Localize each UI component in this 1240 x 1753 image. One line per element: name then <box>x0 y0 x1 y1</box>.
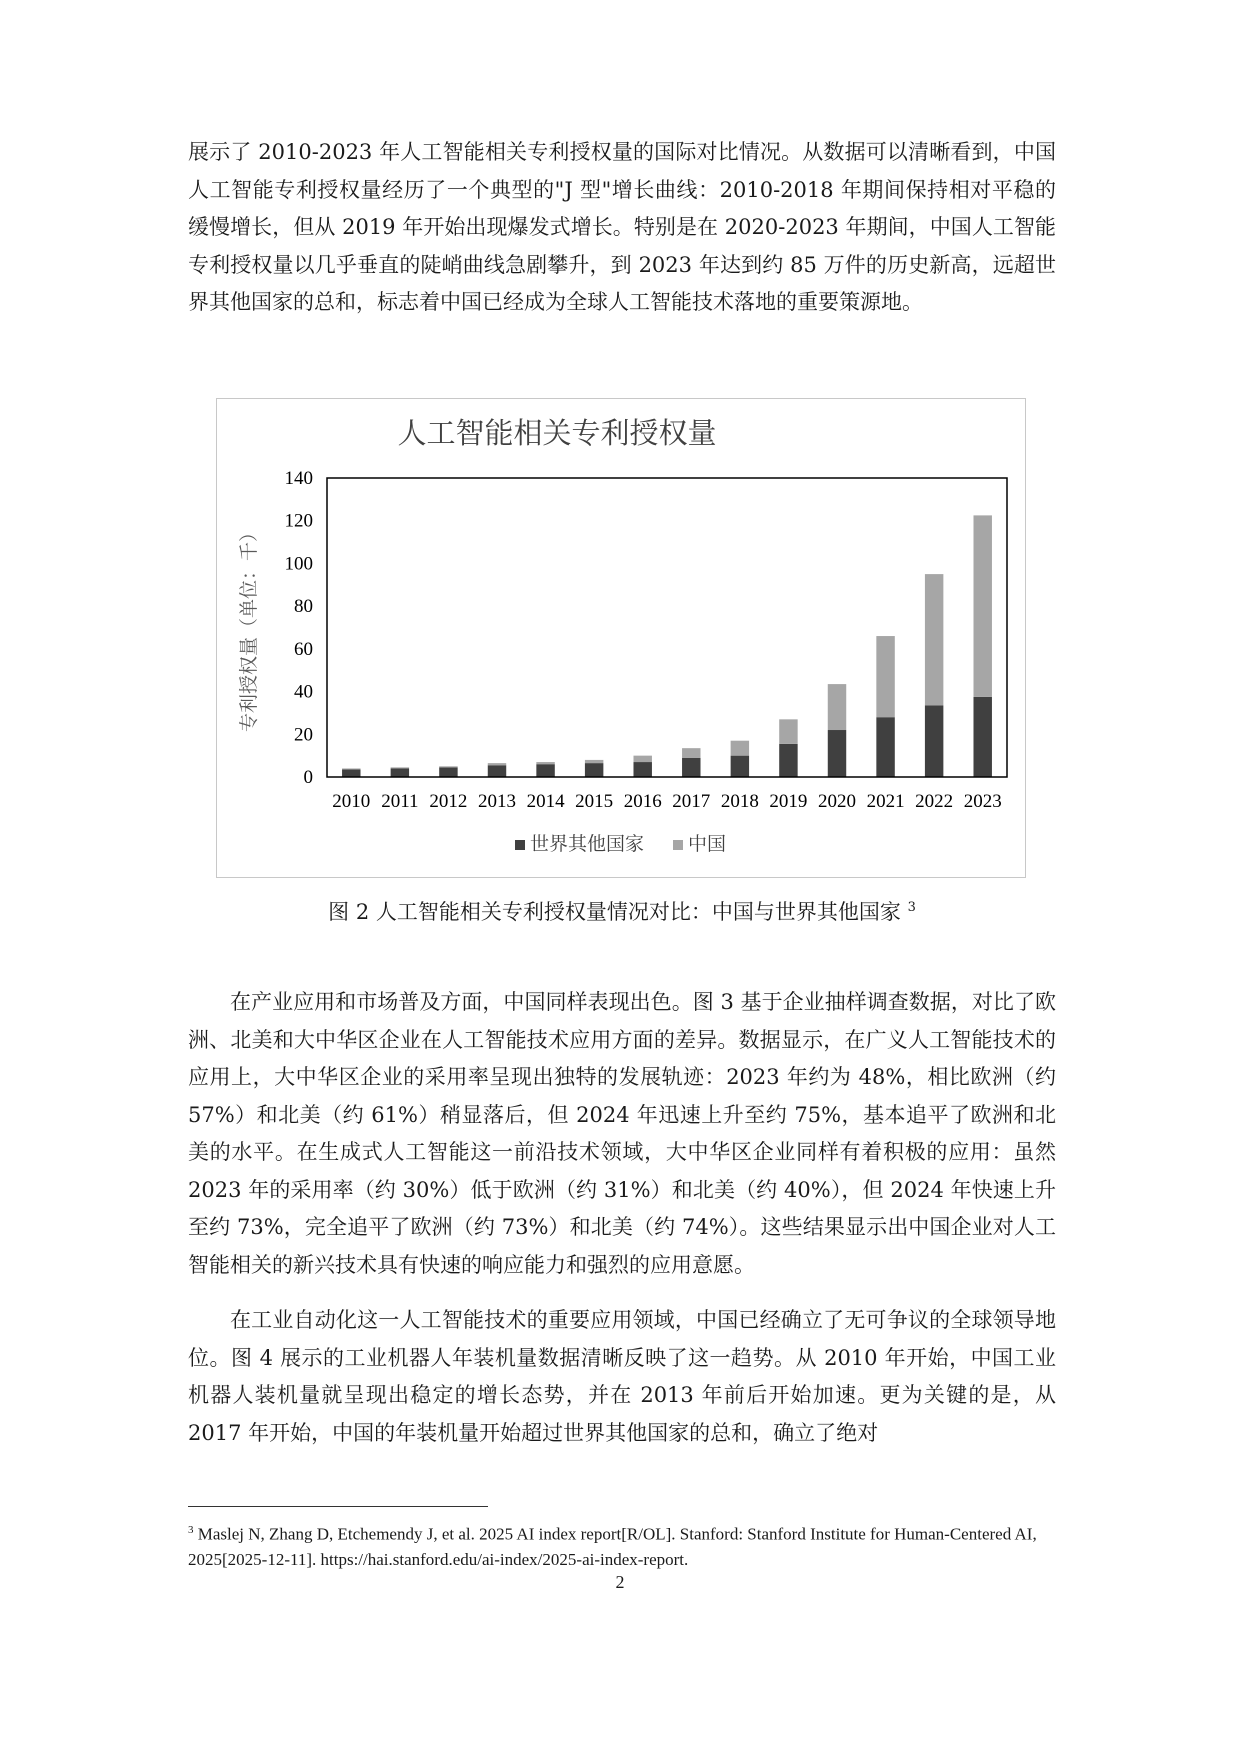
x-tick-label: 2013 <box>478 791 516 812</box>
x-tick-label: 2021 <box>866 791 905 812</box>
bar-china-2016 <box>633 756 651 762</box>
bar-world-2023 <box>973 697 991 777</box>
bar-world-2016 <box>633 762 651 777</box>
x-tick-label: 2014 <box>526 791 565 812</box>
bar-world-2013 <box>488 765 506 777</box>
bar-china-2020 <box>828 684 846 730</box>
bar-china-2022 <box>925 574 943 705</box>
bar-world-2020 <box>828 730 846 777</box>
bar-world-2010 <box>342 770 360 777</box>
footnote-marker: 3 <box>188 1524 194 1536</box>
bar-world-2011 <box>391 768 409 777</box>
bar-china-2023 <box>973 515 991 697</box>
x-tick-label: 2010 <box>332 791 371 812</box>
footnote-text: Maslej N, Zhang D, Etchemendy J, et al. 2025 AI index report[R/OL]. Stanford: Stanford Institute for Human-Centered AI, 2025[2025-12-11]. https://hai.stanford.edu/ai-index/2025-ai-index-report. <box>188 1524 1037 1569</box>
x-tick-label: 2022 <box>915 791 954 812</box>
bar-china-2021 <box>876 636 894 717</box>
legend-swatch-world <box>515 840 525 850</box>
bar-china-2013 <box>488 763 506 765</box>
paragraph-3: 在工业自动化这一人工智能技术的重要应用领域，中国已经确立了无可争议的全球领导地位。图 4 展示的工业机器人年装机量数据清晰反映了这一趋势。从 2010 年开始，中国工业机器人装机量就呈现出稳定的增长态势，并在 2013 年前后开始加速。更为关键的是，从 2017 年开始，中国的年装机量开始超过世界其他国家的总和，确立了绝对 <box>188 1308 1056 1445</box>
bar-world-2012 <box>439 767 457 777</box>
patent-chart-box <box>216 398 1026 878</box>
y-tick-label: 80 <box>294 596 313 618</box>
x-tick-labels <box>332 791 1001 812</box>
bar-china-2017 <box>682 748 700 758</box>
y-axis-label: 专利授权量（单位：千） <box>239 522 260 733</box>
bar-china-2018 <box>731 741 749 756</box>
bars <box>342 515 992 777</box>
y-tick-label: 60 <box>294 638 313 660</box>
legend-swatch-china <box>673 840 683 850</box>
x-tick-label: 2018 <box>720 791 759 812</box>
footnote-rule <box>188 1506 488 1507</box>
legend-label-world: 世界其他国家 <box>530 834 645 855</box>
bar-china-2012 <box>439 766 457 767</box>
y-tick-label: 140 <box>284 468 313 489</box>
bar-china-2014 <box>536 762 554 764</box>
plot-frame <box>327 478 1007 777</box>
footnote <box>188 1518 1058 1572</box>
x-tick-label: 2012 <box>429 791 468 812</box>
bar-world-2018 <box>731 756 749 777</box>
patent-chart <box>217 399 1025 877</box>
y-axis-label-group <box>238 523 260 732</box>
figure-caption-ref: 3 <box>907 900 916 915</box>
bar-world-2019 <box>779 744 797 777</box>
bar-world-2022 <box>925 705 943 777</box>
x-tick-label: 2017 <box>672 791 711 812</box>
bar-world-2014 <box>536 764 554 777</box>
figure-caption <box>188 896 1056 926</box>
y-tick-label: 40 <box>294 681 313 703</box>
x-tick-label: 2016 <box>623 791 662 812</box>
bar-china-2019 <box>779 719 797 744</box>
paragraph-1: 展示了 2010-2023 年人工智能相关专利授权量的国际对比情况。从数据可以清晰看到，中国人工智能专利授权量经历了一个典型的"J 型"增长曲线：2010-2018 年期间保持相对平稳的缓慢增长，但从 2019 年开始出现爆发式增长。特别是在 2020-2023 年期间，中国人工智能专利授权量以几乎垂直的陡峭曲线急剧攀升，到 2023 年达到约 85 万件的历史新高，远超世界其他国家的总和，标志着中国已经成为全球人工智能技术落地的重要策源地。 <box>188 140 1056 314</box>
y-tick-label: 100 <box>284 553 313 575</box>
y-tick-label: 0 <box>303 767 313 788</box>
x-tick-label: 2015 <box>575 791 614 812</box>
bar-world-2021 <box>876 717 894 777</box>
bar-china-2011 <box>391 767 409 768</box>
x-tick-label: 2011 <box>381 791 419 812</box>
page-number: 2 <box>615 1572 625 1592</box>
bar-china-2015 <box>585 760 603 763</box>
y-tick-labels <box>285 468 314 788</box>
y-tick-label: 120 <box>284 510 313 532</box>
figure-caption-text: 图 2 人工智能相关专利授权量情况对比：中国与世界其他国家 <box>328 900 901 924</box>
x-tick-label: 2023 <box>963 791 1002 812</box>
x-tick-label: 2019 <box>769 791 808 812</box>
legend <box>515 833 726 855</box>
bar-china-2010 <box>342 768 360 769</box>
bar-world-2017 <box>682 758 700 777</box>
bar-world-2015 <box>585 763 603 777</box>
legend-label-china: 中国 <box>688 834 727 855</box>
x-tick-label: 2020 <box>818 791 856 812</box>
y-tick-label: 20 <box>294 724 313 746</box>
chart-title: 人工智能相关专利授权量 <box>397 418 717 450</box>
paragraph-2: 在产业应用和市场普及方面，中国同样表现出色。图 3 基于企业抽样调查数据，对比了欧洲、北美和大中华区企业在人工智能技术应用方面的差异。数据显示，在广义人工智能技术的应用上，大中华区企业的采用率呈现出独特的发展轨迹：2023 年约为 48%，相比欧洲（约 57%）和北美（约 61%）稍显落后，但 2024 年迅速上升至约 75%，基本追平了欧洲和北美的水平。在生成式人工智能这一前沿技术领域，大中华区企业同样有着积极的应用：虽然 2023 年的采用率（约 30%）低于欧洲（约 31%）和北美（约 40%），但 2024 年快速上升至约 73%，完全追平了欧洲（约 73%）和北美（约 74%）。这些结果显示出中国企业对人工智能相关的新兴技术具有快速的响应能力和强烈的应用意愿。 <box>188 990 1056 1277</box>
